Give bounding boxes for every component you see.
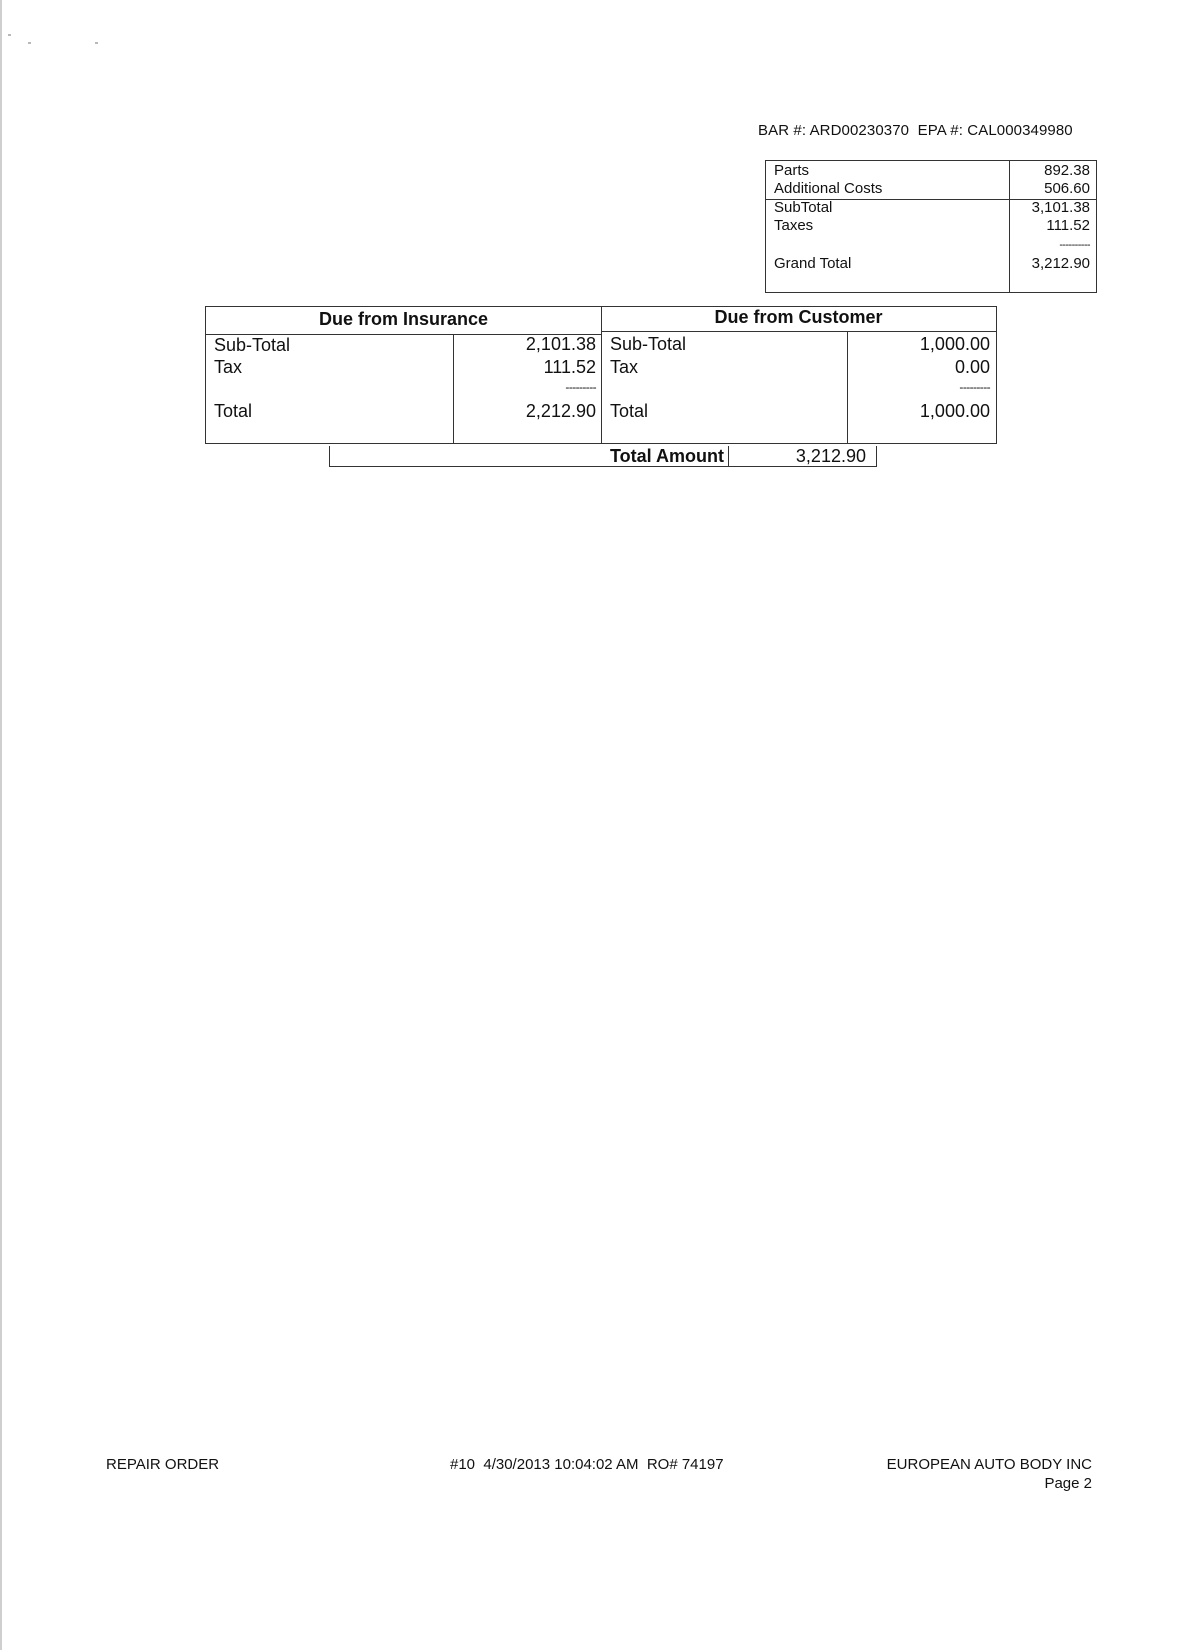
- customer-total-label: Total: [610, 401, 649, 421]
- scan-left-edge: [0, 0, 2, 1650]
- summary-label-additional-costs: Additional Costs: [774, 180, 883, 197]
- customer-total-value: 1,000.00: [919, 401, 990, 421]
- footer-page-number: Page 2: [1044, 1475, 1092, 1492]
- insurance-total-value: 2,212.90: [525, 401, 596, 421]
- insurance-subtotal-label: Sub-Total: [214, 335, 291, 355]
- insurance-separator: ---------: [565, 380, 596, 394]
- customer-subtotal-value: 1,000.00: [919, 334, 990, 354]
- footer-company: EUROPEAN AUTO BODY INC: [886, 1456, 1092, 1473]
- summary-separator: ----------: [1059, 239, 1090, 251]
- total-amount-label: Total Amount: [610, 446, 724, 466]
- customer-tax-value: 0.00: [954, 357, 990, 377]
- insurance-heading: Due from Insurance: [318, 309, 489, 329]
- summary-value-subtotal: 3,101.38: [1031, 199, 1090, 216]
- customer-heading: Due from Customer: [714, 307, 883, 327]
- insurance-tax-label: Tax: [214, 357, 243, 377]
- registration-line: [758, 122, 1073, 139]
- summary-value-grand-total: 3,212.90: [1031, 255, 1090, 272]
- footer-order-info: #10 4/30/2013 10:04:02 AM RO# 74197: [450, 1456, 724, 1473]
- scan-speck: [28, 42, 31, 44]
- insurance-tax-value: 111.52: [543, 357, 596, 377]
- insurance-subtotal-value: 2,101.38: [525, 334, 596, 354]
- summary-value-taxes: 111.52: [1046, 217, 1090, 234]
- customer-subtotal-label: Sub-Total: [610, 334, 687, 354]
- scan-speck: [8, 34, 11, 36]
- bar-label: BAR #:: [758, 122, 807, 139]
- summary-label-taxes: Taxes: [774, 217, 814, 234]
- footer-doc-type: REPAIR ORDER: [106, 1456, 220, 1473]
- total-amount-value: 3,212.90: [795, 446, 866, 466]
- scan-speck: [95, 42, 98, 44]
- summary-value-parts: 892.38: [1044, 162, 1090, 179]
- customer-separator: ---------: [959, 380, 990, 394]
- cost-summary-table: [765, 160, 1097, 293]
- epa-label: EPA #:: [917, 122, 963, 139]
- summary-label-subtotal: SubTotal: [774, 199, 833, 216]
- summary-label-parts: Parts: [774, 162, 810, 179]
- customer-tax-label: Tax: [610, 357, 639, 377]
- insurance-total-label: Total: [214, 401, 253, 421]
- epa-number: CAL000349980: [967, 122, 1073, 139]
- total-amount-box: [329, 446, 877, 467]
- summary-label-grand-total: Grand Total: [774, 255, 852, 272]
- payment-split-table: [205, 306, 997, 444]
- summary-value-additional-costs: 506.60: [1044, 180, 1090, 197]
- bar-number: ARD00230370: [809, 122, 910, 139]
